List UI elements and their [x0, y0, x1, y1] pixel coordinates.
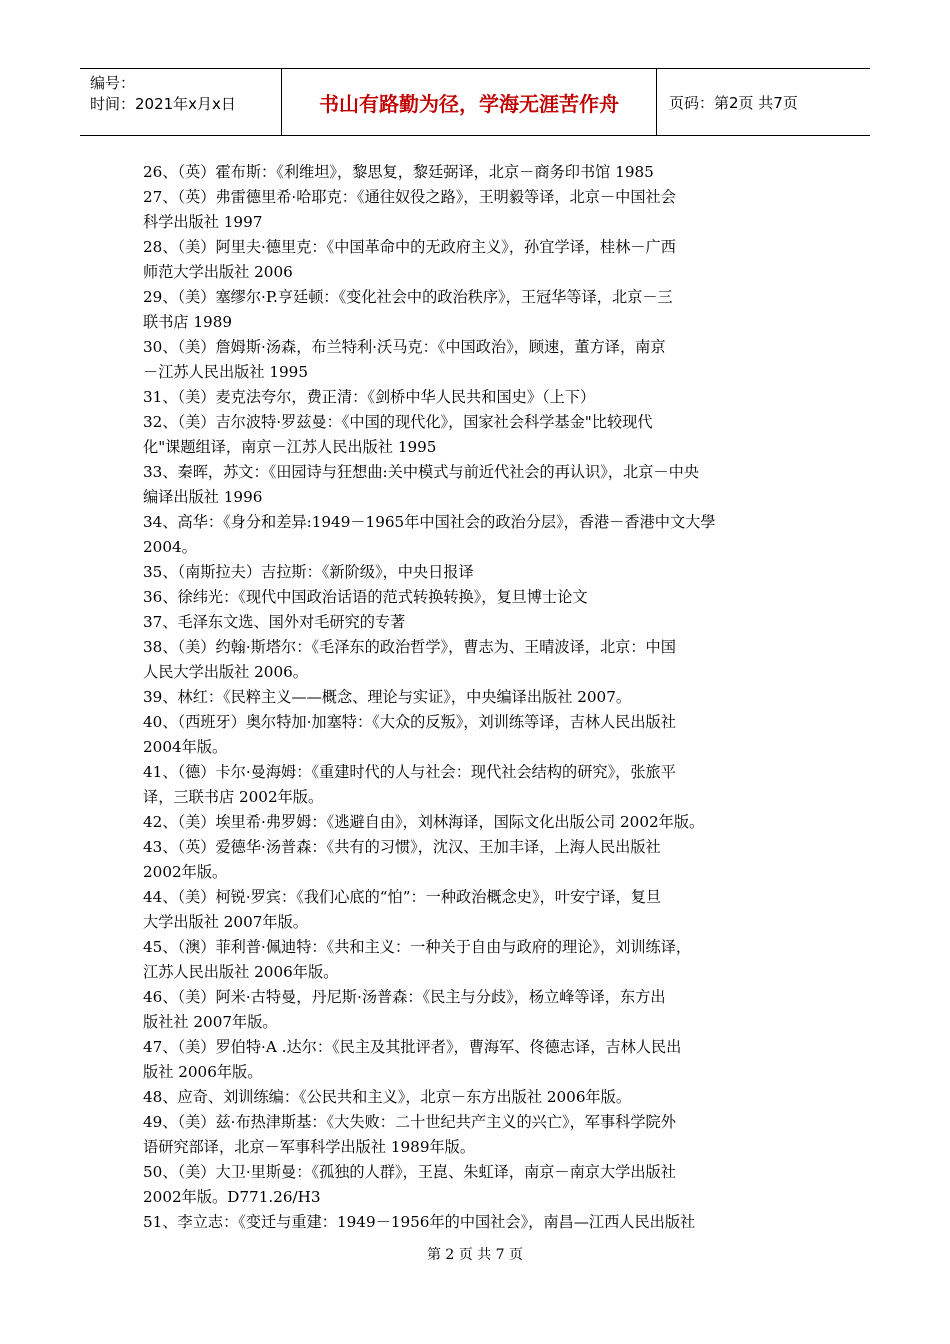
reference-line: 34、高华：《身分和差异:1949－1965年中国社会的政治分层》，香港－香港中文大學 — [143, 513, 716, 531]
reference-line: 29、（美）塞缪尔·P.亨廷顿：《变化社会中的政治秩序》，王冠华等译，北京－三 — [143, 288, 673, 306]
reference-line: 50、（美）大卫·里斯曼：《孤独的人群》，王崑、朱虹译，南京－南京大学出版社 — [143, 1163, 676, 1181]
reference-line: 38、（美）约翰·斯塔尔：《毛泽东的政治哲学》，曹志为、王晴波译，北京：中国 — [143, 638, 676, 656]
reference-line: 语研究部译，北京－军事科学出版社 1989年版。 — [143, 1138, 476, 1156]
reference-line: 江苏人民出版社 2006年版。 — [143, 963, 339, 981]
reference-line: 42、（美）埃里希·弗罗姆：《逃避自由》，刘林海译，国际文化出版公司 2002年版。 — [143, 813, 705, 831]
reference-line: 36、徐纬光：《现代中国政治话语的范式转换转换》，复旦博士论文 — [143, 588, 588, 606]
reference-line: 编译出版社 1996 — [143, 488, 263, 506]
reference-line: 44、（美）柯锐·罗宾：《我们心底的“怕”：一种政治概念史》，叶安宁译，复旦 — [143, 888, 662, 906]
document-header — [80, 68, 870, 136]
reference-line: 40、（西班牙）奥尔特加·加塞特：《大众的反叛》，刘训练等译，吉林人民出版社 — [143, 713, 676, 731]
reference-line: 2004年版。 — [143, 738, 228, 756]
reference-line: 2004。 — [143, 538, 197, 556]
reference-line: 39、林红：《民粹主义——概念、理论与实证》，中央编译出版社 2007。 — [143, 688, 632, 706]
reference-line: 49、（美）兹·布热津斯基：《大失败：二十世纪共产主义的兴亡》，军事科学院外 — [143, 1113, 676, 1131]
reference-line: 26、（英）霍布斯：《利维坦》，黎思复，黎廷弼译，北京－商务印书馆 1985 — [143, 163, 654, 181]
reference-line: 51、李立志：《变迁与重建：1949－1956年的中国社会》，南昌—江西人民出版社 — [143, 1213, 696, 1231]
motto: 书山有路勤为径，学海无涯苦作舟 — [282, 69, 657, 135]
reference-list — [143, 160, 823, 1235]
reference-line: 33、秦晖，苏文：《田园诗与狂想曲:关中模式与前近代社会的再认识》，北京－中央 — [143, 463, 699, 481]
reference-line: 47、（美）罗伯特·A .达尔：《民主及其批评者》，曹海军、佟德志译，吉林人民出 — [143, 1038, 682, 1056]
reference-line: 科学出版社 1997 — [143, 213, 263, 231]
reference-line: 37、毛泽东文选、国外对毛研究的专著 — [143, 613, 406, 631]
reference-line: 45、（澳）菲利普·佩迪特：《共和主义：一种关于自由与政府的理论》，刘训练译， — [143, 938, 692, 956]
reference-line: 35、（南斯拉夫）吉拉斯：《新阶级》，中央日报译 — [143, 563, 474, 581]
page-footer: 第 2 页 共 7 页 — [426, 1247, 524, 1263]
reference-line: 人民大学出版社 2006。 — [143, 663, 308, 681]
reference-line: 版社社 2007年版。 — [143, 1013, 278, 1031]
reference-line: 大学出版社 2007年版。 — [143, 913, 308, 931]
header-meta-cell — [80, 69, 282, 135]
reference-line: 32、（美）吉尔波特·罗兹曼：《中国的现代化》，国家社会科学基金"比较现代 — [143, 413, 653, 431]
reference-line: －江苏人民出版社 1995 — [143, 363, 308, 381]
number-label: 编号： — [90, 74, 136, 92]
reference-line: 2002年版。 — [143, 863, 228, 881]
reference-line: 31、（美）麦克法夸尔，费正清：《剑桥中华人民共和国史》（上下） — [143, 388, 596, 406]
reference-line: 化"课题组译，南京－江苏人民出版社 1995 — [143, 438, 437, 456]
page-label: 页码：第2页 共7页 — [669, 93, 798, 112]
reference-line: 28、（美）阿里夫·德里克：《中国革命中的无政府主义》，孙宜学译，桂林－广西 — [143, 238, 676, 256]
reference-line: 译，三联书店 2002年版。 — [143, 788, 324, 806]
reference-line: 48、应奇、刘训练编：《公民共和主义》，北京－东方出版社 2006年版。 — [143, 1088, 632, 1106]
reference-line: 43、（英）爱德华·汤普森：《共有的习惯》，沈汉、王加丰译，上海人民出版社 — [143, 838, 661, 856]
reference-line: 版社 2006年版。 — [143, 1063, 263, 1081]
reference-line: 2002年版。D771.26/H3 — [143, 1188, 321, 1206]
time-label: 时间：2021年x月x日 — [90, 95, 236, 113]
reference-line: 27、（英）弗雷德里希·哈耶克：《通往奴役之路》，王明毅等译，北京－中国社会 — [143, 188, 676, 206]
reference-line: 师范大学出版社 2006 — [143, 263, 293, 281]
reference-line: 46、（美）阿米·古特曼，丹尼斯·汤普森：《民主与分歧》，杨立峰等译，东方出 — [143, 988, 666, 1006]
reference-line: 30、（美）詹姆斯·汤森，布兰特利·沃马克：《中国政治》，顾速，董方译，南京 — [143, 338, 666, 356]
reference-line: 41、（德）卡尔·曼海姆：《重建时代的人与社会：现代社会结构的研究》，张旅平 — [143, 763, 676, 781]
reference-line: 联书店 1989 — [143, 313, 233, 331]
